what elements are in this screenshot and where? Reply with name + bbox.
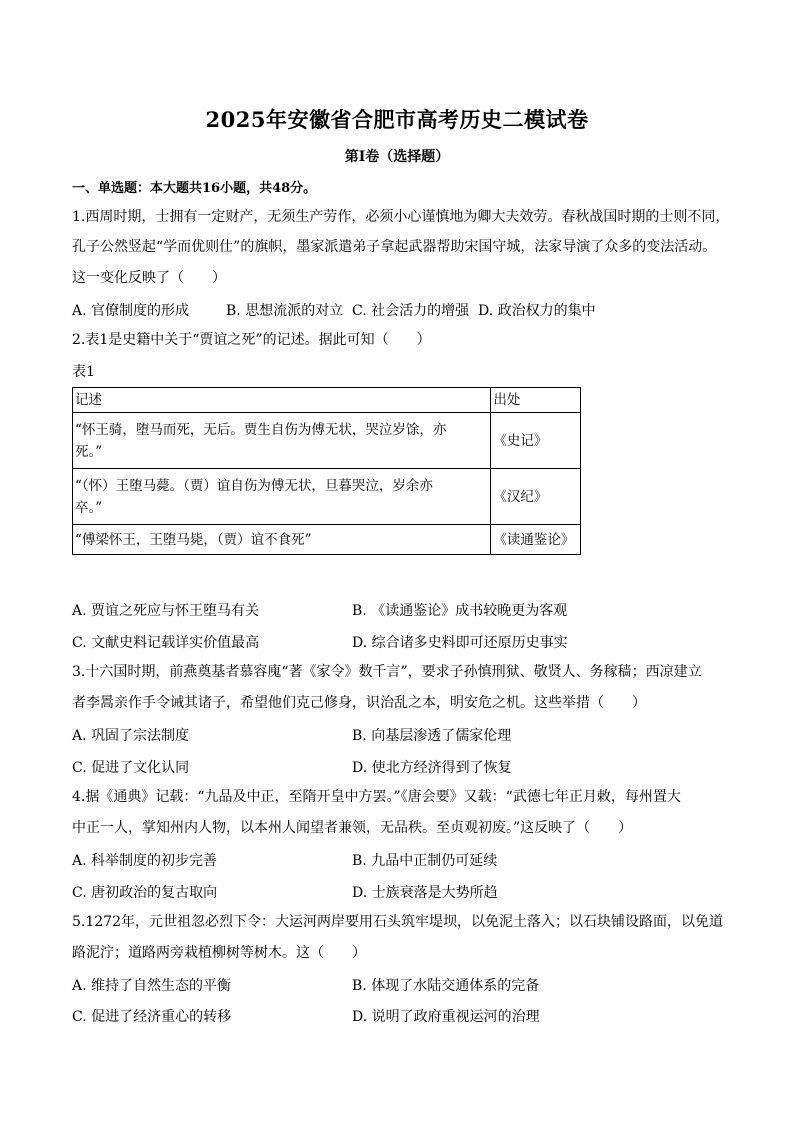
q4-option-b: B. 九品中正制仍可延续 <box>352 853 498 869</box>
q3-option-a: A. 巩固了宗法制度 <box>72 728 190 744</box>
q2-option-c: C. 文献史料记载详实价值最高 <box>72 635 260 651</box>
q3-option-d: D. 使北方经济得到了恢复 <box>352 760 512 776</box>
q5-stem-line-1: 5.1272年，元世祖忽必烈下令：大运河两岸要用石头筑牢堤坝，以免泥土落入；以石块铺设路面，以免道 <box>72 914 723 930</box>
q2-option-d: D. 综合诸多史料即可还原历史事实 <box>352 635 568 651</box>
table-row <box>73 525 581 555</box>
table-row <box>73 469 581 525</box>
q1-stem-line-1: 1.西周时期，士拥有一定财产，无须生产劳作，必须小心谨慎地为卿大夫效劳。春秋战国时期的士则不同， <box>72 209 730 225</box>
q3-option-c: C. 促进了文化认同 <box>72 760 190 776</box>
record-text-line: 死。” <box>75 443 103 460</box>
q4-option-d: D. 士族衰落是大势所趋 <box>352 885 498 901</box>
source-cell: 《汉纪》 <box>491 469 581 525</box>
q2-table-caption: 表1 <box>72 364 95 380</box>
volume-subtitle: 第I卷（选择题） <box>344 149 450 165</box>
q1-stem-line-3: 这一变化反映了（ ） <box>72 270 226 286</box>
record-cell <box>73 413 491 469</box>
q1-option-c: C. 社会活力的增强 <box>352 303 470 319</box>
q5-option-d: D. 说明了政府重视运河的治理 <box>352 1009 540 1025</box>
record-cell <box>73 469 491 525</box>
q1-option-b: B. 思想流派的对立 <box>226 303 344 319</box>
header-cell-source: 出处 <box>491 388 581 413</box>
header-cell-record: 记述 <box>73 388 491 413</box>
q1-option-d: D. 政治权力的集中 <box>478 303 596 319</box>
table-header-row <box>73 388 581 413</box>
q3-stem-line-1: 3.十六国时期，前燕奠基者慕容廆“著《家令》数千言”，要求子孙慎刑狱、敬贤人、务稼穑；西凉建立 <box>72 664 702 680</box>
record-text-line: “怀王骑，堕马而死，无后。贾生自伤为傅无状，哭泣岁馀，亦 <box>75 421 447 438</box>
q4-stem-line-1: 4.据《通典》记载：“九品及中正，至隋开皇中方罢。”《唐会要》又载：“武德七年正月敕，每州置大 <box>72 789 681 805</box>
q4-option-c: C. 唐初政治的复古取向 <box>72 885 218 901</box>
q5-option-a: A. 维持了自然生态的平衡 <box>72 978 232 994</box>
source-cell: 《读通鉴论》 <box>491 525 581 555</box>
record-cell <box>73 525 491 555</box>
source-table <box>72 387 581 555</box>
q1-stem-line-2: 孔子公然竖起“学而优则仕”的旗帜，墨家派遣弟子拿起武器帮助宋国守城，法家导演了众多的变法活动。 <box>72 239 717 255</box>
q5-stem-line-2: 路泥泞；道路两旁栽植柳树等树木。这（ ） <box>72 945 366 961</box>
q2-stem: 2.表1是史籍中关于“贾谊之死”的记述。据此可知（ ） <box>72 332 431 348</box>
q3-option-b: B. 向基层渗透了儒家伦理 <box>352 728 512 744</box>
q2-option-a: A. 贾谊之死应与怀王堕马有关 <box>72 603 260 619</box>
section-heading: 一、单选题：本大题共16小题，共48分。 <box>72 181 317 196</box>
q2-option-b: B. 《读通鉴论》成书较晚更为客观 <box>352 603 568 619</box>
q5-option-c: C. 促进了经济重心的转移 <box>72 1009 232 1025</box>
source-cell: 《史记》 <box>491 413 581 469</box>
record-text-line: 卒。” <box>75 499 103 516</box>
exam-title: 2025年安徽省合肥市高考历史二模试卷 <box>205 107 589 132</box>
record-text-line: “傅梁怀王，王堕马毙，（贾）谊不食死” <box>75 531 312 548</box>
record-text-line: “（怀）王堕马薨。（贾）谊自伤为傅无状，旦暮哭泣，岁余亦 <box>75 477 433 494</box>
q1-option-a: A. 官僚制度的形成 <box>72 303 190 319</box>
q4-option-a: A. 科举制度的初步完善 <box>72 853 218 869</box>
q3-stem-line-2: 者李暠亲作手令诫其诸子，希望他们克己修身，识治乱之本，明安危之机。这些举措（ ） <box>72 695 646 711</box>
table-row <box>73 413 581 469</box>
q4-stem-line-2: 中正一人，掌知州内人物，以本州人闻望者兼领，无品秩。至贞观初废。”这反映了（ ） <box>72 820 633 836</box>
q5-option-b: B. 体现了水陆交通体系的完备 <box>352 978 540 994</box>
